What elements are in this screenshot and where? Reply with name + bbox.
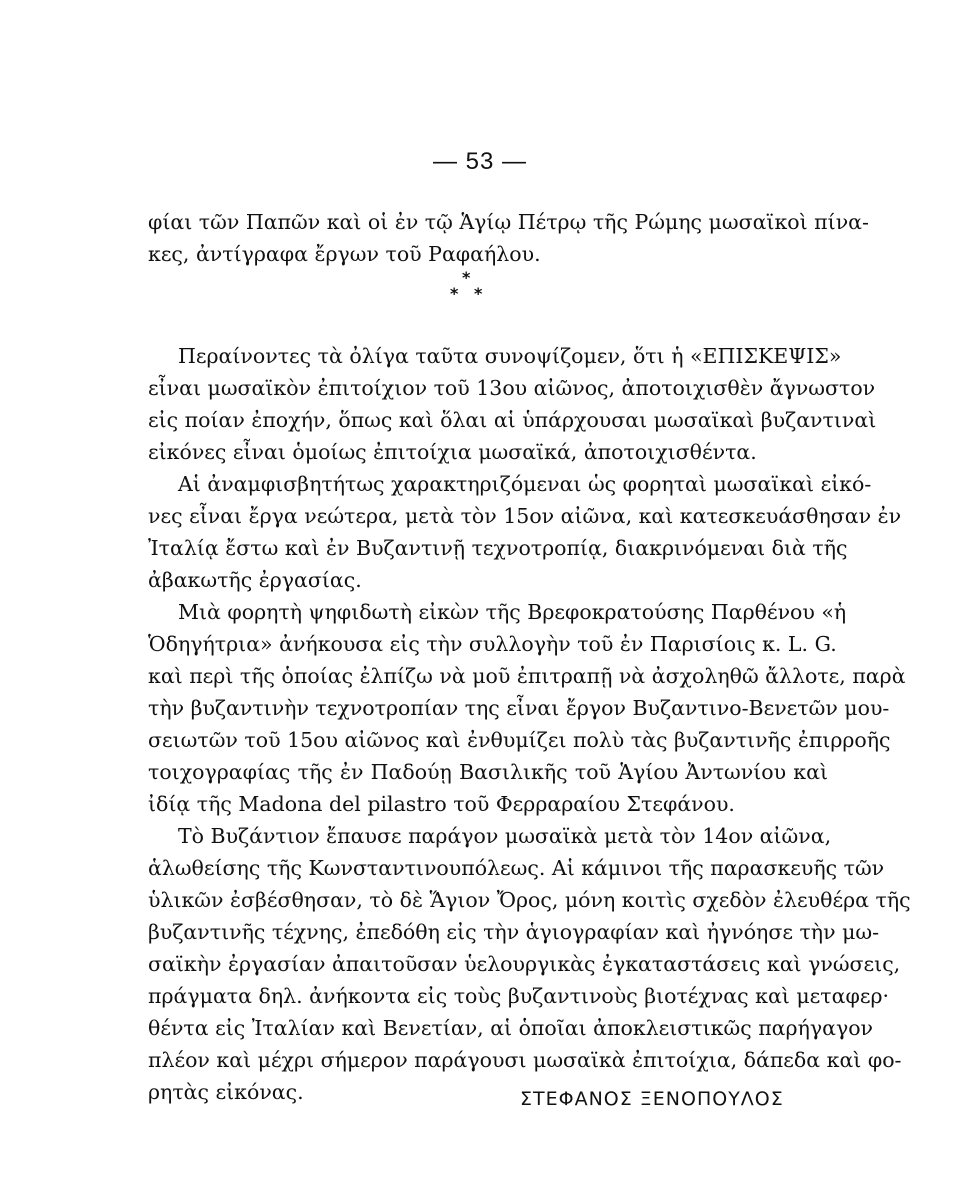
- text-line: ἀβακωτῆς ἐργασίας.: [148, 568, 362, 592]
- text-line: εἶναι μωσαϊκὸν ἐπιτοίχιον τοῦ 13ου αἰῶνος, ἀποτοιχισθὲν ἄγνωστον: [148, 376, 876, 400]
- text-line: Τὸ Βυζάντιον ἔπαυσε παράγον μωσαϊκὰ μετὰ τὸν 14ον αἰῶνα,: [178, 824, 832, 848]
- text-line: σαϊκὴν ἐργασίαν ἀπαιτοῦσαν ὑελουργικὰς ἐγκαταστάσεις καὶ γνώσεις,: [148, 952, 901, 976]
- text-line: Περαίνοντες τὰ ὀλίγα ταῦτα συνοψίζομεν, ὅτι ἡ «ΕΠΙΣΚΕΨΙΣ»: [178, 344, 842, 368]
- asterisk-mark: *: [450, 284, 459, 303]
- text-line: ἁλωθείσης τῆς Κωνσταντινουπόλεως. Αἱ κάμινοι τῆς παρασκευῆς τῶν: [148, 856, 885, 880]
- text-line: Αἱ ἀναμφισβητήτως χαρακτηριζόμεναι ὡς φορηταὶ μωσαϊκαὶ εἰκό-: [178, 472, 872, 496]
- section-asterism: [440, 268, 500, 308]
- text-line: Ὁδηγήτρια» ἀνήκουσα εἰς τὴν συλλογὴν τοῦ ἐν Παρισίοις κ. L. G.: [148, 632, 837, 656]
- text-line: Ἰταλίᾳ ἔστω καὶ ἐν Βυζαντινῇ τεχνοτροπίᾳ, διακρινόμεναι διὰ τῆς: [148, 536, 848, 560]
- text-line: εἰς ποίαν ἐποχήν, ὅπως καὶ ὅλαι αἱ ὑπάρχουσαι μωσαϊκαὶ βυζαντιναὶ: [148, 408, 877, 432]
- text-line: πράγματα δηλ. ἀνήκοντα εἰς τοὺς βυζαντινοὺς βιοτέχνας καὶ μεταφερ·: [148, 984, 890, 1008]
- page-number: — 53 —: [432, 148, 528, 175]
- text-line: σειωτῶν τοῦ 15ου αἰῶνος καὶ ἐνθυμίζει πολὺ τὰς βυζαντινῆς ἐπιρροῆς: [148, 728, 891, 752]
- text-line: εἰκόνες εἶναι ὁμοίως ἐπιτοίχια μωσαϊκά, ἀποτοιχισθέντα.: [148, 440, 757, 464]
- text-line: κες, ἀντίγραφα ἔργων τοῦ Ραφαήλου.: [148, 242, 541, 266]
- text-line: ἰδίᾳ τῆς Madona del pilastro τοῦ Φερραραίου Στεφάνου.: [148, 792, 735, 816]
- text-line: Μιὰ φορητὴ ψηφιδωτὴ εἰκὼν τῆς Βρεφοκρατούσης Παρθένου «ἡ: [178, 600, 847, 624]
- text-line: θέντα εἰς Ἰταλίαν καὶ Βενετίαν, αἱ ὁποῖαι ἀποκλειστικῶς παρήγαγον: [148, 1016, 874, 1040]
- text-line: ὑλικῶν ἐσβέσθησαν, τὸ δὲ Ἅγιον Ὄρος, μόνη κοιτὶς σχεδὸν ἐλευθέρα τῆς: [148, 888, 911, 912]
- text-line: καὶ περὶ τῆς ὁποίας ἐλπίζω νὰ μοῦ ἐπιτραπῇ νὰ ἀσχοληθῶ ἄλλοτε, παρὰ: [148, 664, 906, 688]
- text-line: τοιχογραφίας τῆς ἐν Παδούῃ Βασιλικῆς τοῦ Ἁγίου Ἀντωνίου καὶ: [148, 760, 828, 784]
- text-line: φίαι τῶν Παπῶν καὶ οἱ ἐν τῷ Ἁγίῳ Πέτρῳ τῆς Ρώμης μωσαϊκοὶ πίνα-: [148, 210, 869, 234]
- author-signature: ΣΤΕΦΑΝΟΣ ΞΕΝΟΠΟΥΛΟΣ: [520, 1088, 784, 1110]
- text-line: τὴν βυζαντινὴν τεχνοτροπίαν της εἶναι ἔργον Βυζαντινο-Βενετῶν μου-: [148, 696, 890, 720]
- text-line: πλέον καὶ μέχρι σήμερον παράγουσι μωσαϊκὰ ἐπιτοίχια, δάπεδα καὶ φο-: [148, 1048, 902, 1072]
- text-line: νες εἶναι ἔργα νεώτερα, μετὰ τὸν 15ον αἰῶνα, καὶ κατεσκευάσθησαν ἐν: [148, 504, 902, 528]
- asterisk-mark: *: [462, 268, 471, 287]
- asterisk-mark: *: [474, 284, 483, 303]
- text-line: βυζαντινῆς τέχνης, ἐπεδόθη εἰς τὴν ἁγιογραφίαν καὶ ἠγνόησε τὴν μω-: [148, 920, 880, 944]
- text-line: ρητὰς εἰκόνας.: [148, 1080, 304, 1104]
